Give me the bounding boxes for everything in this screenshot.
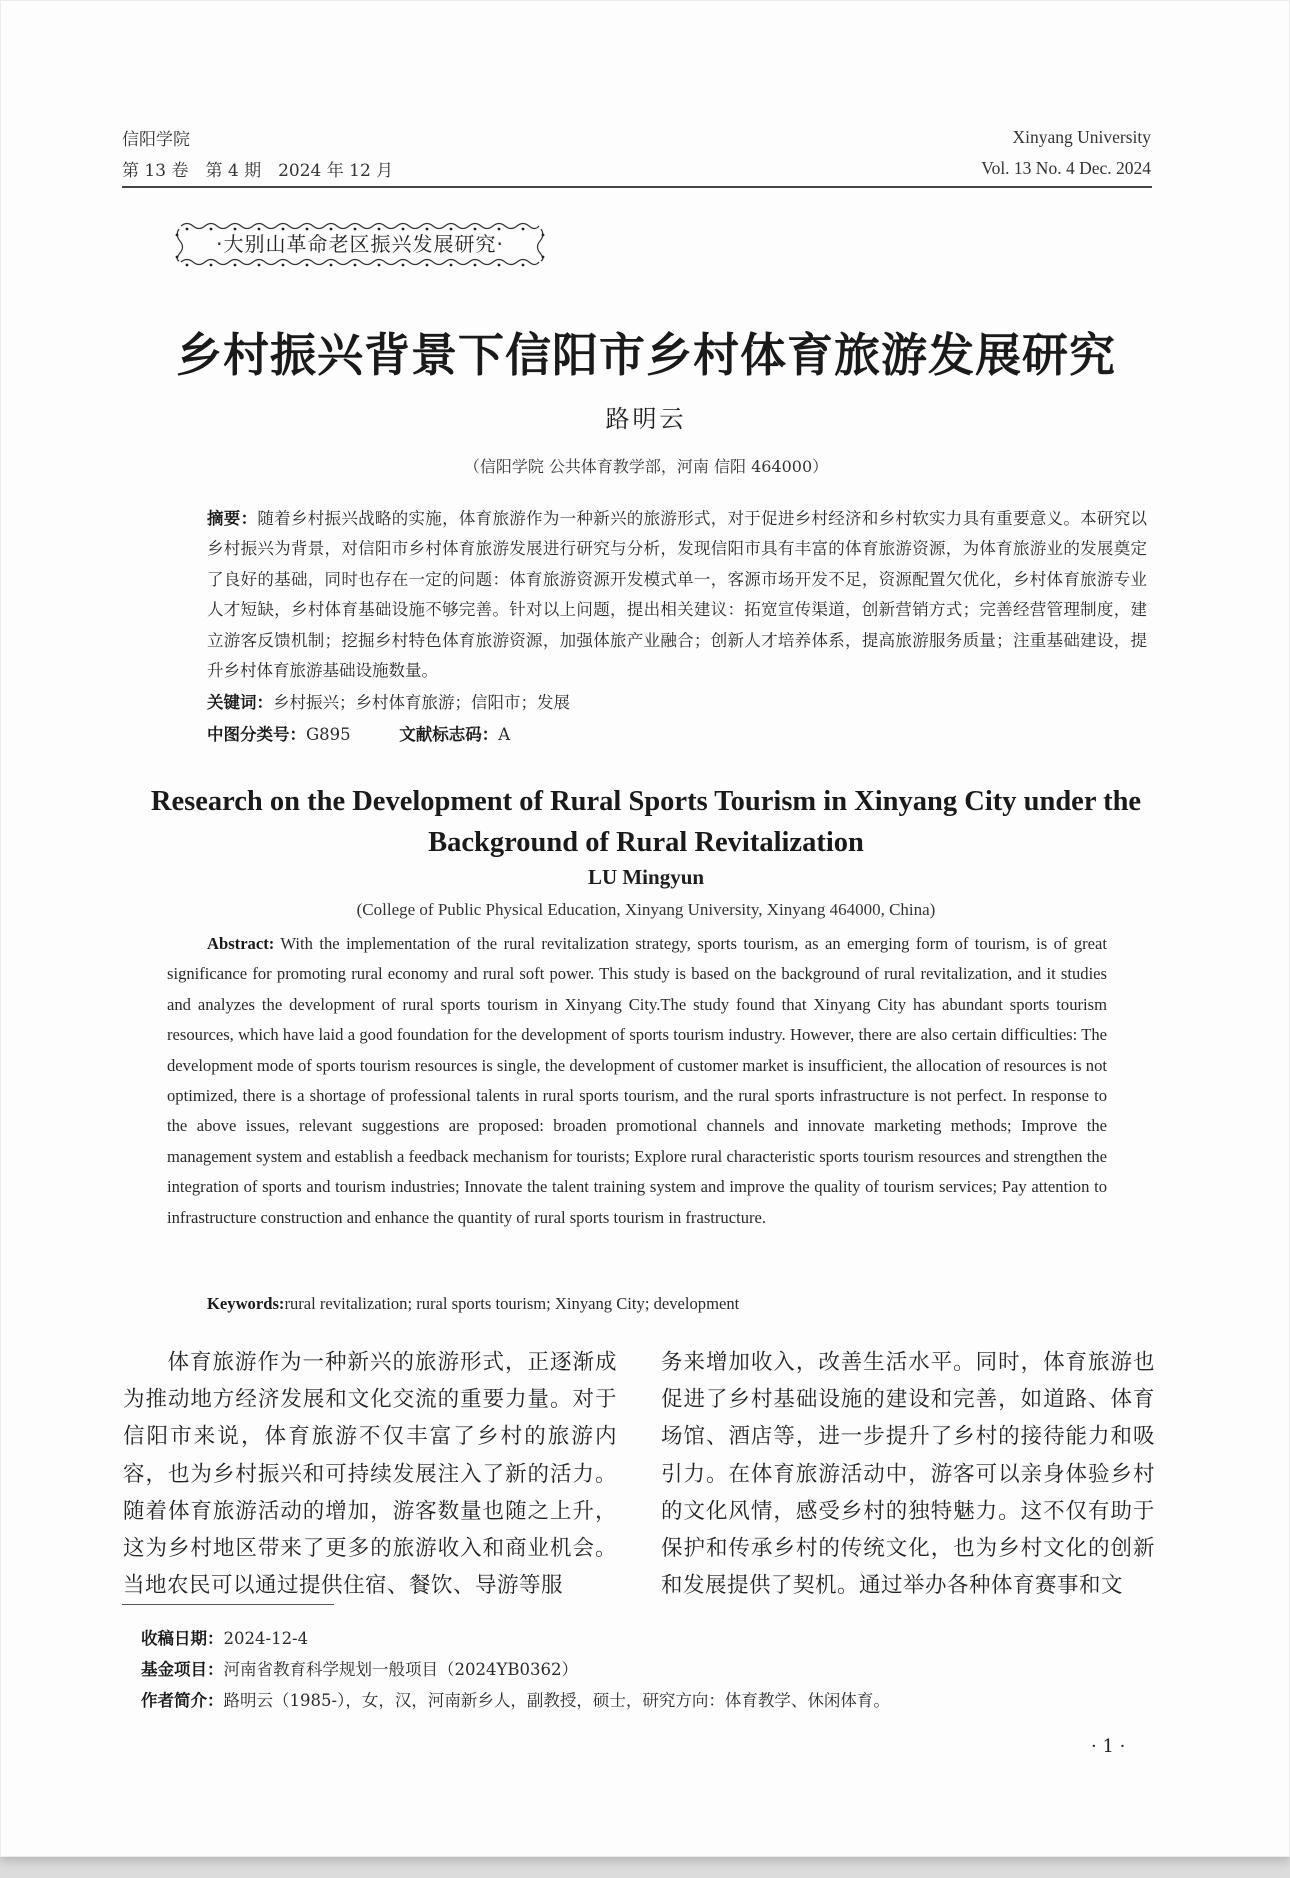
affiliation-en: (College of Public Physical Education, Xinyang University, Xinyang 464000, China) [356,900,936,919]
abstract-cn-text: 随着乡村振兴战略的实施，体育旅游作为一种新兴的旅游形式，对于促进乡村经济和乡村软实力具有重要意义。本研究以乡村振兴为背景，对信阳市乡村体育旅游发展进行研究与分析，发现信阳市具有丰富的体育旅游资源，为体育旅游业的发展奠定了良好的基础，同时也存在一定的问题：体育旅游资源开发模式单一，客源市场开发不足，资源配置欠优化，乡村体育旅游专业人才短缺，乡村体育基础设施不够完善。针对以上问题，提出相关建议：拓宽宣传渠道，创新营销方式；完善经营管理制度，建立游客反馈机制；挖掘乡村特色体育旅游资源，加强体旅产业融合；创新人才培养体系，提高旅游服务质量；注重基础建设，提升乡村体育旅游基础设施数量。 [207,509,1148,681]
body-left-text: 体育旅游作为一种新兴的旅游形式，正逐渐成为推动地方经济发展和文化交流的重要力量。对于信阳市来说，体育旅游不仅丰富了乡村的旅游内容，也为乡村振兴和可持续发展注入了新的活力。随着体育旅游活动的增加，游客数量也随之上升，这为乡村地区带来了更多的旅游收入和商业机会。当地农民可以通过提供住宿、餐饮、导游等服 [123,1350,617,1599]
keywords-en-label: Keywords: [207,1294,285,1313]
body-column-right [661,1344,1155,1604]
author-en: LU Mingyun [587,865,705,889]
bio-label: 作者简介： [141,1691,224,1710]
paper-title-en: Research on the Development of Rural Sports Tourism in Xinyang City under the Background of Rural Revitalization [150,786,1142,858]
paper-title-cn: 乡村振兴背景下信阳市乡村体育旅游发展研究 [176,328,1116,382]
author-cn: 路明云 [605,405,687,433]
keywords-en-text: rural revitalization; rural sports tourism; Xinyang City; development [284,1294,740,1313]
abstract-cn [167,504,1147,686]
footnote-rule [122,1604,334,1605]
section-banner [173,219,547,269]
doc-code-label: 文献标志码： [399,725,499,744]
doc-code-value: A [498,725,511,744]
journal-name-cn: 信阳学院 [122,130,190,150]
section-label: ·大别山革命老区振兴发展研究· [216,232,504,256]
abstract-en-label: Abstract: [207,934,275,953]
fund-label: 基金项目： [141,1660,224,1679]
abstract-cn-label: 摘要： [207,509,258,528]
journal-name-en: Xinyang University [1012,127,1151,147]
affiliation-cn: （信阳学院 公共体育教学部，河南 信阳 464000） [463,457,829,476]
issue-info-cn: 第 13 卷 第 4 期 2024 年 12 月 [122,161,394,181]
footnote-fund [141,1656,578,1680]
received-label: 收稿日期： [141,1629,224,1648]
page-number: · 1 · [1091,1736,1126,1757]
keywords-cn-label: 关键词： [207,693,273,712]
received-value: 2024-12-4 [223,1629,309,1648]
abstract-en [167,929,1107,1233]
header-rule [122,186,1152,188]
fund-value: 河南省教育科学规划一般项目（2024YB0362） [223,1660,579,1679]
clc-label: 中图分类号： [207,725,306,744]
footnote-author-bio [141,1687,890,1711]
issue-info-en: Vol. 13 No. 4 Dec. 2024 [981,158,1151,178]
keywords-cn-text: 乡村振兴；乡村体育旅游；信阳市；发展 [273,693,570,712]
footnote-received [141,1625,308,1649]
classification-line [207,721,510,745]
bio-value: 路明云（1985-），女，汉，河南新乡人，副教授，硕士，研究方向：体育教学、休闲体育。 [223,1691,890,1710]
keywords-cn [207,689,570,713]
keywords-en [207,1294,739,1314]
body-right-text: 务来增加收入，改善生活水平。同时，体育旅游也促进了乡村基础设施的建设和完善，如道路、体育场馆、酒店等，进一步提升了乡村的接待能力和吸引力。在体育旅游活动中，游客可以亲身体验乡村的文化风情，感受乡村的独特魅力。这不仅有助于保护和传承乡村的传统文化，也为乡村文化的创新和发展提供了契机。通过举办各种体育赛事和文 [661,1350,1155,1599]
body-column-left [123,1344,617,1604]
clc-value: G895 [306,725,351,744]
abstract-en-text: With the implementation of the rural revitalization strategy, sports tourism, as an emerging form of tourism, is of great significance for promoting rural economy and rural soft power. This study is based on the background of rural revitalization, and it studies and analyzes the development of rural sports tourism in Xinyang City.The study found that Xinyang City has abundant sports tourism resources, which have laid a good foundation for the development of sports tourism industry. However, there are also certain difficulties: The development mode of sports tourism resources is single, the development of customer market is insufficient, the allocation of resources is not optimized, there is a shortage of professional talents in rural sports tourism, and the rural sports infrastructure is not perfect. In response to the above issues, relevant suggestions are proposed: broaden promotional channels and innovate marketing methods; Improve the management system and establish a feedback mechanism for tourists; Explore rural characteristic sports tourism resources and strengthen the integration of sports and tourism industries; Innovate the talent training system and improve the quality of tourism services; Pay attention to infrastructure construction and enhance the quantity of rural sports tourism in frastructure. [167,934,1107,1227]
